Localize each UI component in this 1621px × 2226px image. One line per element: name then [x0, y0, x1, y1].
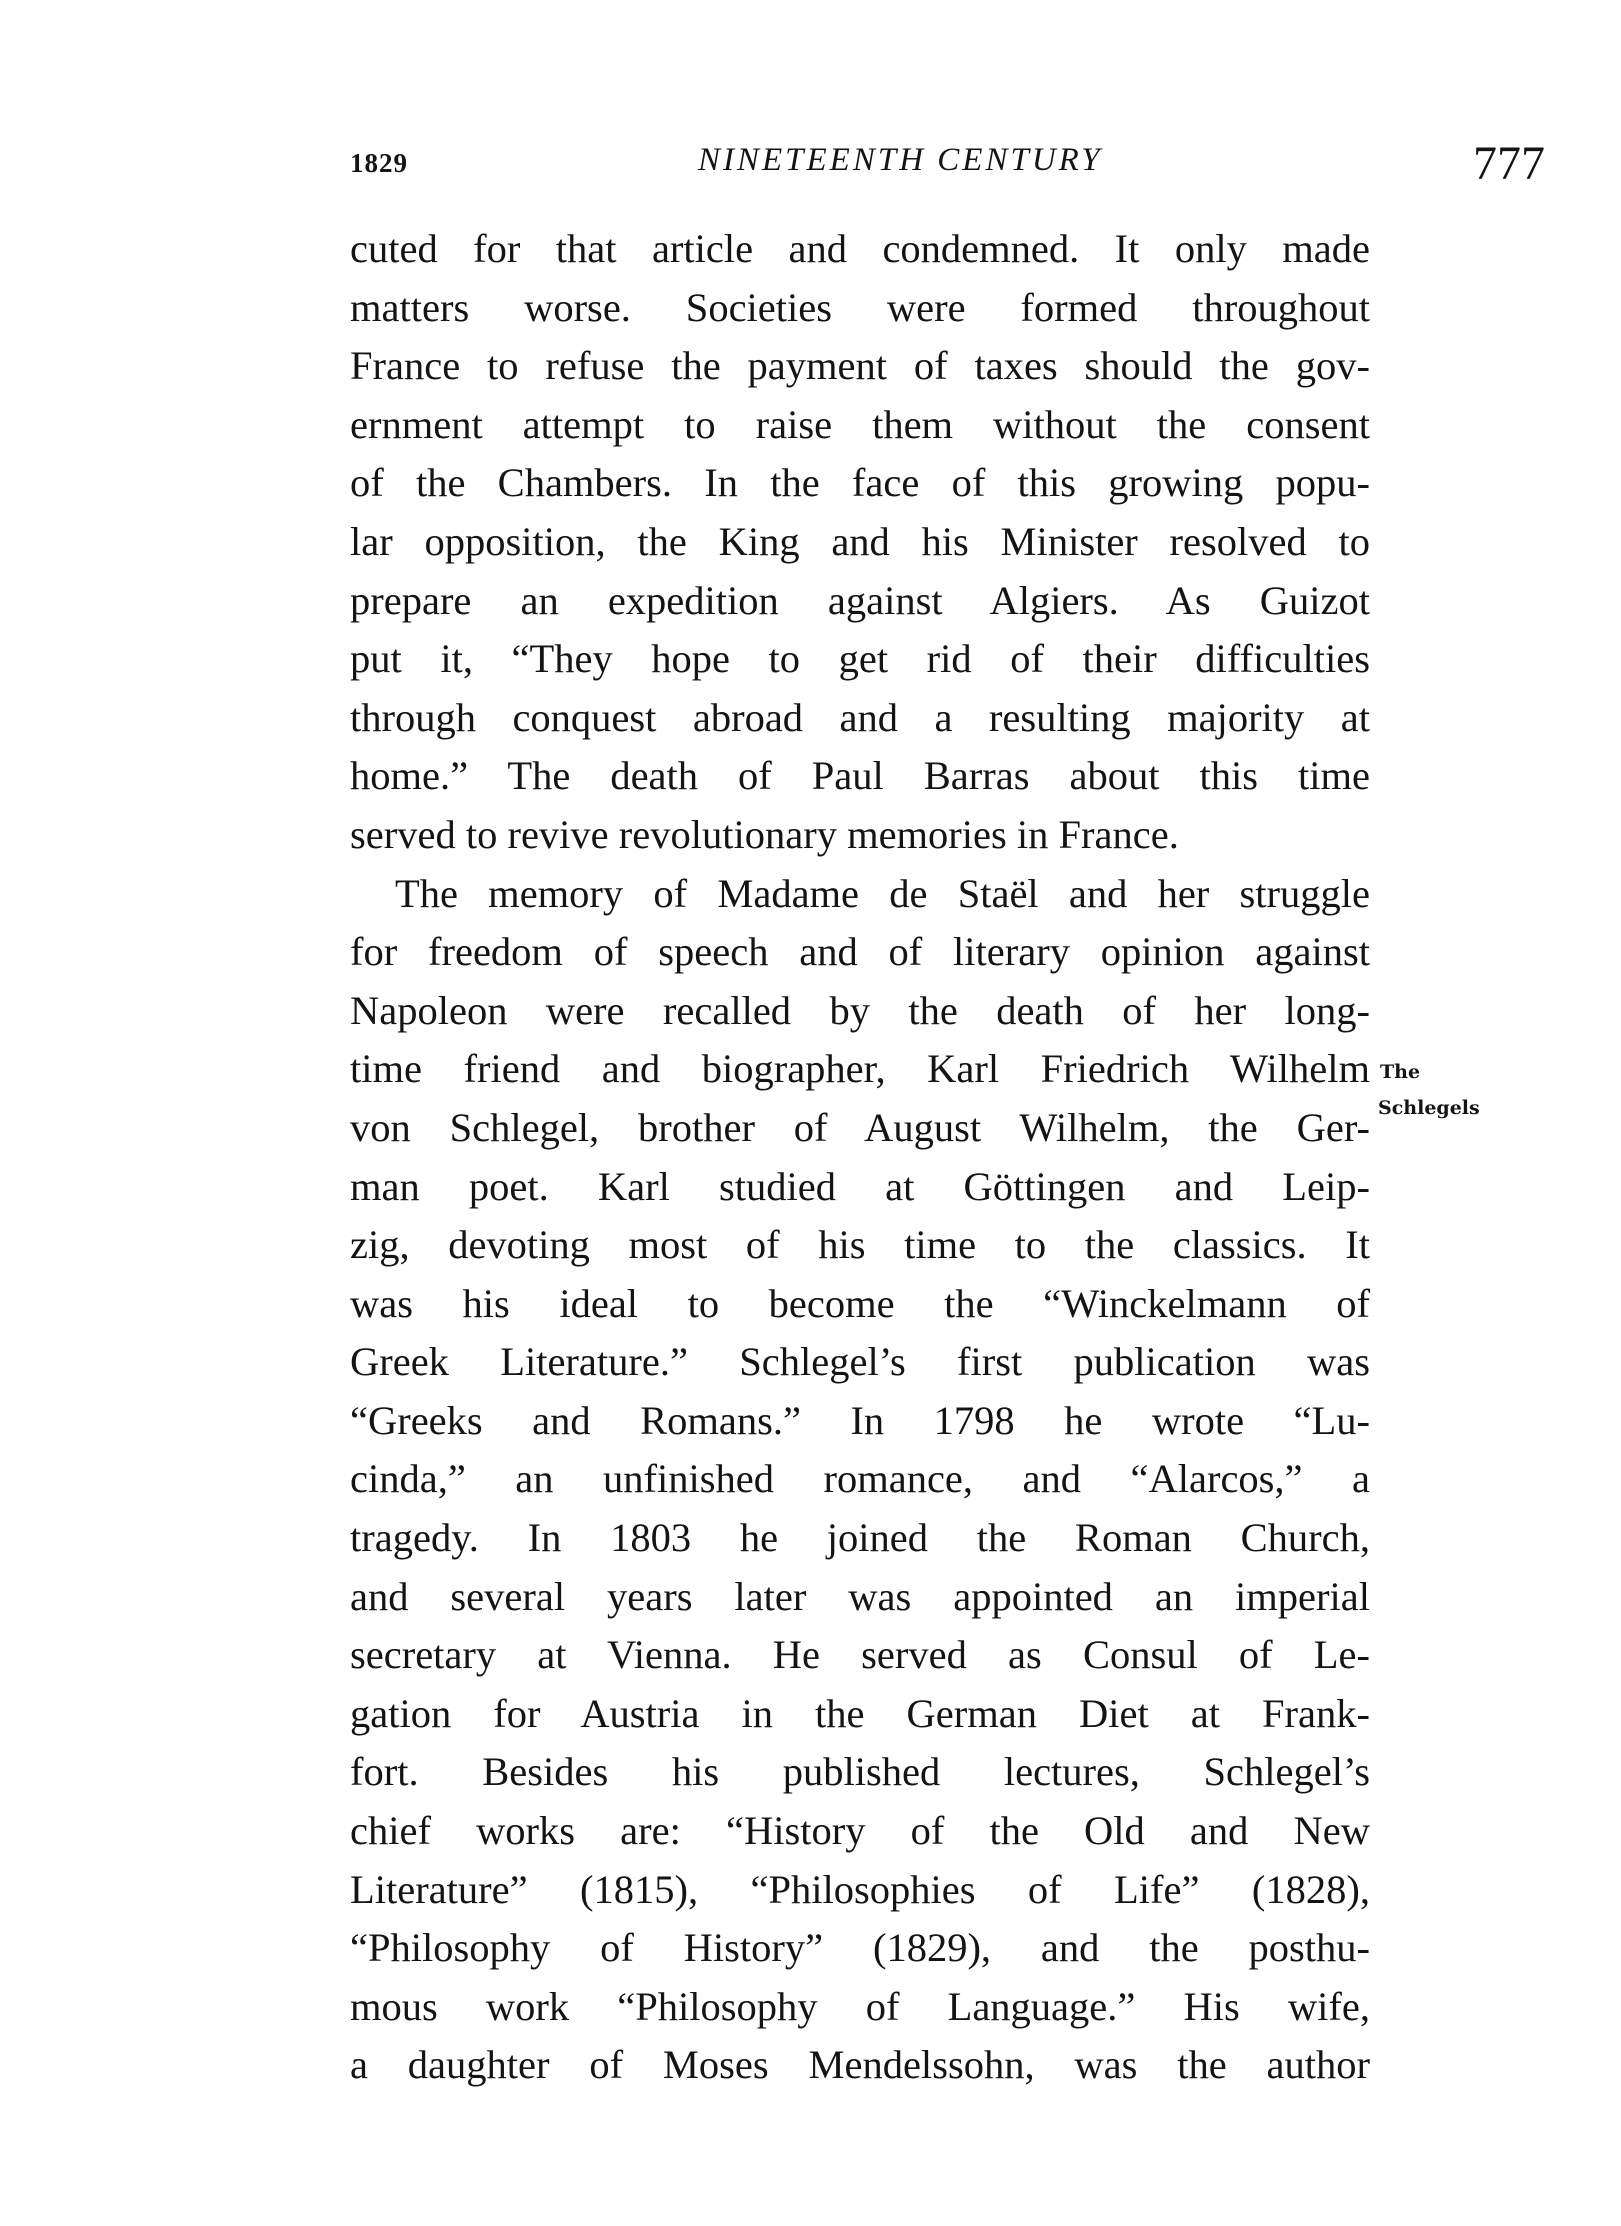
text-line: chief works are: “History of the Old and New	[350, 1808, 1370, 1854]
text-line: and several years later was appointed an imperial	[350, 1573, 1370, 1619]
text-line: put it, “They hope to get rid of their difficulties	[350, 636, 1370, 682]
paragraph-1	[350, 220, 1370, 865]
text-line: prepare an expedition against Algiers. As Guizot	[350, 577, 1370, 623]
text-line: was his ideal to become the “Winckelmann of	[350, 1280, 1370, 1326]
text-line: for freedom of speech and of literary opinion against	[350, 929, 1370, 975]
text-line: “Philosophy of History” (1829), and the posthu-	[350, 1925, 1370, 1971]
text-line: matters worse. Societies were formed throughout	[350, 284, 1370, 330]
text-line: zig, devoting most of his time to the classics. It	[350, 1222, 1370, 1268]
text-line: fort. Besides his published lectures, Schlegel’s	[350, 1749, 1370, 1795]
page-number: 777	[1473, 137, 1545, 190]
text-line: secretary at Vienna. He served as Consul of Le-	[350, 1632, 1370, 1678]
text-line: mous work “Philosophy of Language.” His wife,	[350, 1983, 1370, 2029]
text-line: “Greeks and Romans.” In 1798 he wrote “Lu-	[350, 1397, 1370, 1443]
text-line: tragedy. In 1803 he joined the Roman Church,	[350, 1515, 1370, 1561]
text-line: Napoleon were recalled by the death of her long-	[350, 987, 1370, 1033]
margin-note-line-2: Schlegels	[1378, 1097, 1480, 1119]
text-line: ernment attempt to raise them without the consent	[350, 401, 1370, 447]
running-head	[350, 136, 1545, 196]
header-year: 1829	[350, 148, 408, 178]
text-line: through conquest abroad and a resulting majority at	[350, 694, 1370, 740]
text-line: cuted for that article and condemned. It only made	[350, 226, 1370, 271]
text-line: gation for Austria in the German Diet at Frank-	[350, 1690, 1370, 1736]
text-line: The memory of Madame de Staël and her struggle	[395, 870, 1370, 916]
text-line: Literature” (1815), “Philosophies of Life” (1828),	[350, 1866, 1370, 1912]
text-line: home.” The death of Paul Barras about this time	[350, 753, 1370, 799]
text-line: a daughter of Moses Mendelssohn, was the author	[350, 2042, 1370, 2088]
text-line: man poet. Karl studied at Göttingen and Leip-	[350, 1163, 1370, 1209]
margin-note-line-1: The	[1380, 1061, 1421, 1083]
text-line: time friend and biographer, Karl Friedrich Wilhelm	[350, 1046, 1370, 1092]
header-title: NINETEENTH CENTURY	[698, 142, 1103, 178]
paragraph-2	[350, 865, 1370, 2095]
text-line: Greek Literature.” Schlegel’s first publication was	[350, 1339, 1370, 1385]
text-line: of the Chambers. In the face of this growing popu-	[350, 460, 1370, 506]
margin-note	[1378, 1060, 1480, 1120]
text-line: served to revive revolutionary memories in France.	[350, 811, 1179, 857]
text-line: cinda,” an unfinished romance, and “Alarcos,” a	[350, 1456, 1370, 1502]
text-line: lar opposition, the King and his Minister resolved to	[350, 518, 1370, 564]
text-line: France to refuse the payment of taxes should the gov-	[350, 343, 1370, 389]
text-line: von Schlegel, brother of August Wilhelm, the Ger-	[350, 1104, 1370, 1150]
body-text	[350, 220, 1370, 2095]
